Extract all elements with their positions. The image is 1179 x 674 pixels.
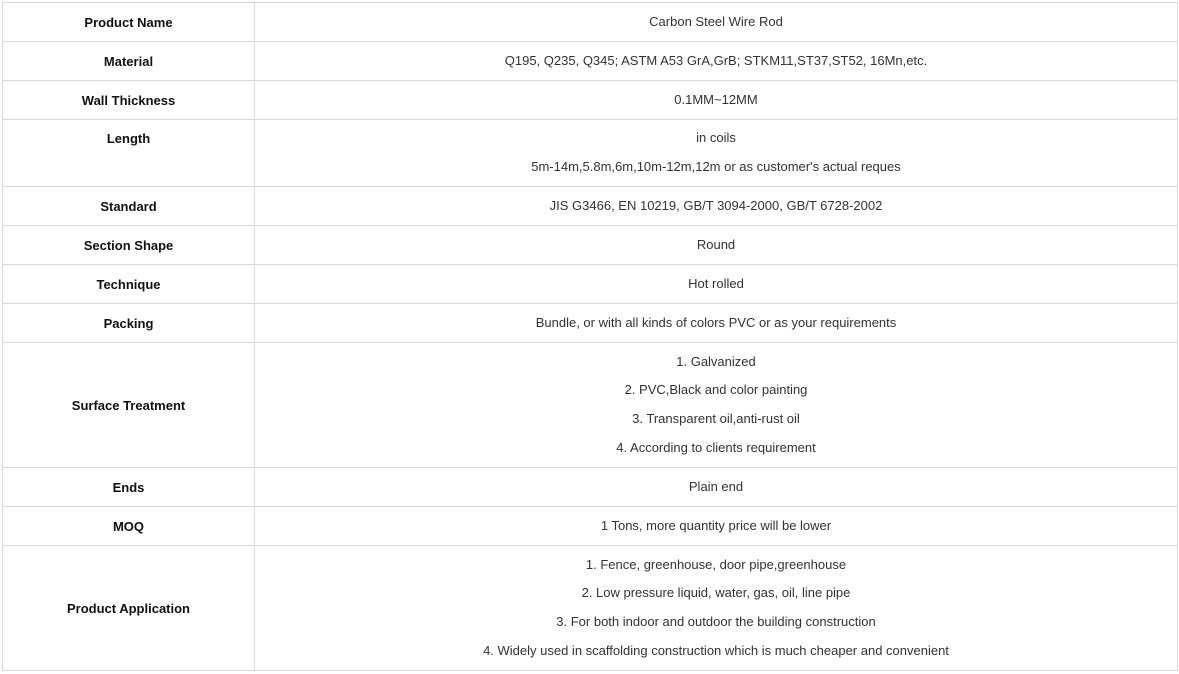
row-label: Product Name <box>3 3 255 42</box>
table-row-surface-treatment <box>3 343 1178 468</box>
value-line: 1 Tons, more quantity price will be lower <box>600 517 832 533</box>
row-value <box>255 81 1178 120</box>
row-label: Length <box>3 120 255 187</box>
value-line: 4. According to clients requirement <box>616 439 816 455</box>
row-value <box>255 187 1178 226</box>
row-value <box>255 507 1178 546</box>
value-line: JIS G3466, EN 10219, GB/T 3094-2000, GB/T 6728-2002 <box>549 197 883 213</box>
table-row-moq <box>3 507 1178 546</box>
row-value <box>255 343 1178 468</box>
value-line: 2. PVC,Black and color painting <box>624 382 808 398</box>
value-line: 1. Fence, greenhouse, door pipe,greenhouse <box>585 556 847 572</box>
row-label: Surface Treatment <box>3 343 255 468</box>
table-row-product-name <box>3 3 1178 42</box>
value-line: Q195, Q235, Q345; ASTM A53 GrA,GrB; STKM11,ST37,ST52, 16Mn,etc. <box>504 52 928 68</box>
row-value <box>255 226 1178 265</box>
row-label: Standard <box>3 187 255 226</box>
value-line: 0.1MM~12MM <box>674 91 758 107</box>
table-row-length <box>3 120 1178 187</box>
row-value <box>255 42 1178 81</box>
value-line: Hot rolled <box>688 275 744 291</box>
row-label: Section Shape <box>3 226 255 265</box>
value-line: Carbon Steel Wire Rod <box>649 13 783 29</box>
value-line: 3. Transparent oil,anti-rust oil <box>632 411 800 426</box>
value-line: 3. For both indoor and outdoor the building construction <box>556 614 876 629</box>
product-spec-table <box>2 2 1178 671</box>
table-row-packing <box>3 304 1178 343</box>
row-value <box>255 468 1178 507</box>
value-line: 4. Widely used in scaffolding construction which is much cheaper and convenient <box>483 642 949 658</box>
spec-table-body <box>3 3 1178 671</box>
table-row-material <box>3 42 1178 81</box>
row-label: Wall Thickness <box>3 81 255 120</box>
value-line: Round <box>696 236 736 252</box>
table-row-wall-thickness <box>3 81 1178 120</box>
row-label: MOQ <box>3 507 255 546</box>
row-label: Ends <box>3 468 255 507</box>
value-line: 1. Galvanized <box>676 353 756 369</box>
row-label: Product Application <box>3 546 255 671</box>
table-row-standard <box>3 187 1178 226</box>
table-row-technique <box>3 265 1178 304</box>
table-row-ends <box>3 468 1178 507</box>
row-label: Material <box>3 42 255 81</box>
row-label: Packing <box>3 304 255 343</box>
value-line: Bundle, or with all kinds of colors PVC or as your requirements <box>535 314 897 330</box>
table-row-section-shape <box>3 226 1178 265</box>
value-line: Plain end <box>688 478 744 494</box>
value-line: 5m-14m,5.8m,6m,10m-12m,12m or as customer's actual reques <box>531 159 901 174</box>
row-value <box>255 120 1178 187</box>
row-value <box>255 265 1178 304</box>
value-line: 2. Low pressure liquid, water, gas, oil, line pipe <box>581 585 851 601</box>
row-label: Technique <box>3 265 255 304</box>
table-row-product-application <box>3 546 1178 671</box>
value-line: in coils <box>696 130 736 146</box>
row-value <box>255 304 1178 343</box>
row-value <box>255 546 1178 671</box>
row-value <box>255 3 1178 42</box>
